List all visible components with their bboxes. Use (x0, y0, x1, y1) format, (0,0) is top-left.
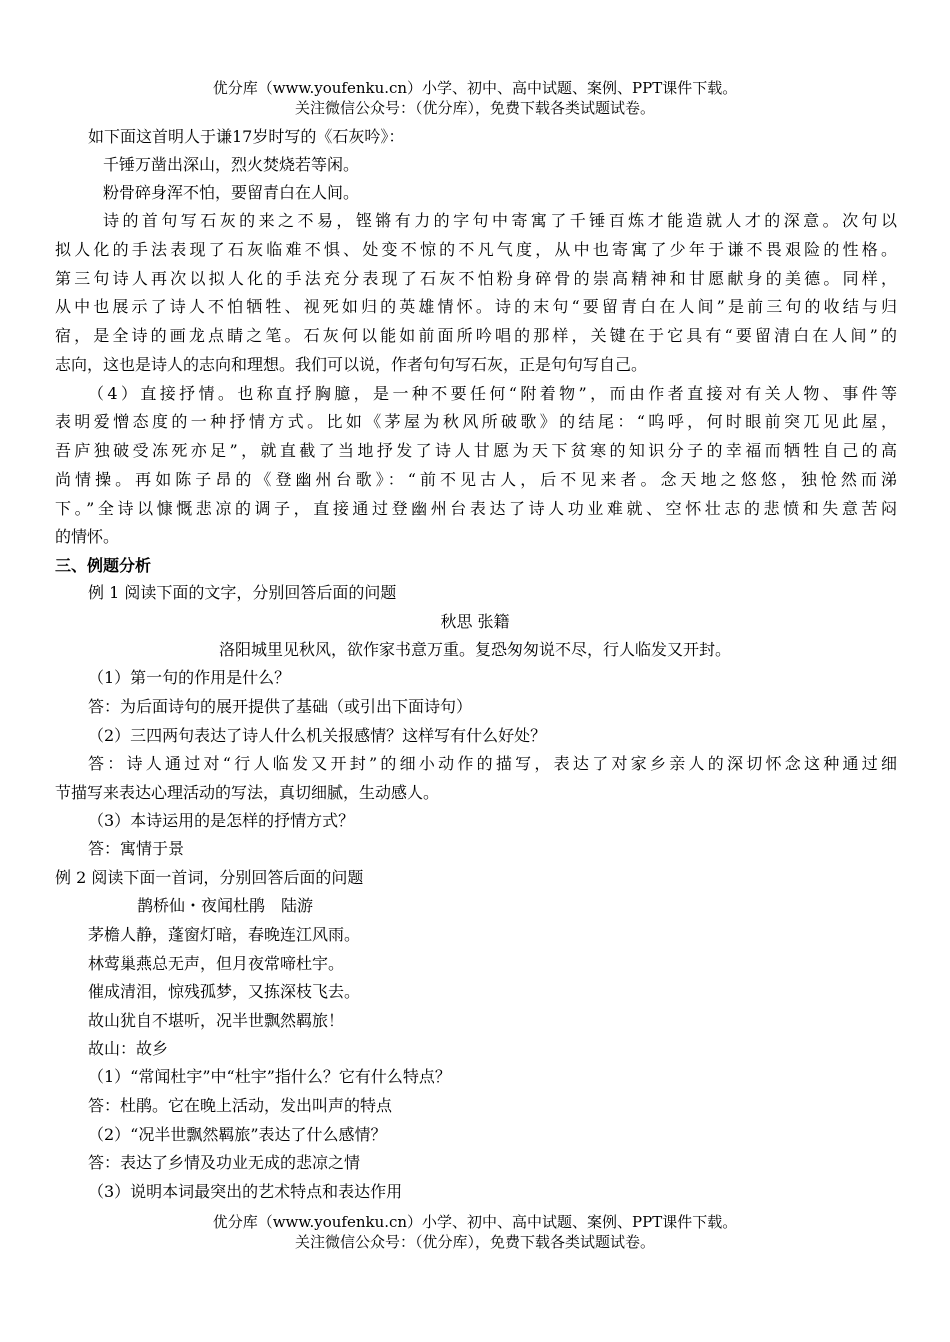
para1-line-5: 宿，是全诗的画龙点睛之笔。石灰何以能如前面所吟唱的那样，关键在于它具有“要留清白在人间”的 (55, 326, 897, 345)
para1-line-6: 志向，这也是诗人的志向和理想。我们可以说，作者句句写石灰，正是句句写自己。 (55, 355, 648, 374)
para2-line-4: 尚情操。再如陈子昂的《登幽州台歌》：“前不见古人，后不见来者。念天地之悠悠，独怆然而涕 (55, 470, 897, 489)
example1-question-1: （1）第一句的作用是什么？ (88, 668, 291, 687)
example1-answer-2-line-2: 节描写来表达心理活动的写法，真切细腻，生动感人。 (55, 783, 440, 802)
example1-answer-1: 答：为后面诗句的展开提供了基础（或引出下面诗句） (88, 697, 473, 716)
example2-poem-line-1: 茅檐人静，蓬窗灯暗，春晚连江风雨。 (88, 925, 361, 944)
para1-line-1: 诗的首句写石灰的来之不易，铿锵有力的字句中寄寓了千锤百炼才能造就人才的深意。次句以 (103, 211, 897, 230)
example1-question-2: （2）三四两句表达了诗人什么机关报感情？这样写有什么好处？ (88, 726, 547, 745)
example2-note: 故山：故乡 (88, 1039, 169, 1058)
example2-question-1: （1）“常闻杜宇”中“杜宇”指什么？它有什么特点？ (88, 1067, 451, 1086)
example2-poem-title: 鹊桥仙・夜闻杜鹃 陆游 (137, 896, 314, 915)
para2-line-6: 的情怀。 (55, 527, 120, 546)
poem-line-2: 粉骨碎身浑不怕，要留青白在人间。 (103, 183, 360, 202)
header-line-1: 优分库（www.youfenku.cn）小学、初中、高中试题、案例、PPT课件下载。 (212, 79, 738, 97)
example2-answer-2: 答：表达了乡情及功业无成的悲凉之情 (88, 1153, 361, 1172)
example1-answer-3: 答：寓情于景 (88, 839, 185, 858)
example2-poem-line-2: 林莺巢燕总无声，但月夜常啼杜宇。 (88, 954, 345, 973)
example1-poem: 洛阳城里见秋风，欲作家书意万重。复恐匆匆说不尽，行人临发又开封。 (218, 640, 731, 659)
example2-answer-1: 答：杜鹃。它在晚上活动，发出叫声的特点 (88, 1096, 393, 1115)
para2-line-1: （4）直接抒情。也称直抒胸臆，是一种不要任何“附着物”，而由作者直接对有关人物、事件等 (88, 384, 897, 403)
footer-line-1: 优分库（www.youfenku.cn）小学、初中、高中试题、案例、PPT课件下载。 (212, 1213, 738, 1231)
para2-line-3: 吾庐独破受冻死亦足”，就直截了当地抒发了诗人甘愿为天下贫寒的知识分子的幸福而牺牲自己的高 (55, 441, 897, 460)
para2-line-2: 表明爱憎态度的一种抒情方式。比如《茅屋为秋风所破歌》的结尾：“呜呼，何时眼前突兀见此屋， (55, 412, 897, 431)
header-line-2: 关注微信公众号：（优分库），免费下载各类试题试卷。 (294, 99, 655, 117)
example1-answer-2-line-1: 答：诗人通过对“行人临发又开封”的细小动作的描写，表达了对家乡亲人的深切怀念这种通过细 (88, 754, 897, 773)
para1-line-4: 从中也展示了诗人不怕牺牲、视死如归的英雄情怀。诗的末句“要留青白在人间”是前三句的收结与归 (55, 297, 897, 316)
para1-line-3: 第三句诗人再次以拟人化的手法充分表现了石灰不怕粉身碎骨的崇高精神和甘愿献身的美德。同样， (55, 269, 897, 288)
example1-poem-title: 秋思 张籍 (440, 612, 510, 631)
para1-line-2: 拟人化的手法表现了石灰临难不惧、处变不惊的不凡气度，从中也寄寓了少年于谦不畏艰险的性格。 (55, 240, 897, 259)
example1-question-3: （3）本诗运用的是怎样的抒情方式？ (88, 811, 355, 830)
example2-poem-line-3: 催成清泪，惊残孤梦，又拣深枝飞去。 (88, 982, 361, 1001)
example1-intro: 例 1 阅读下面的文字，分别回答后面的问题 (88, 583, 397, 602)
example2-question-3: （3）说明本词最突出的艺术特点和表达作用 (88, 1182, 403, 1201)
footer-line-2: 关注微信公众号：（优分库），免费下载各类试题试卷。 (294, 1233, 655, 1251)
intro-line: 如下面这首明人于谦17岁时写的《石灰吟》： (88, 127, 405, 146)
section-heading: 三、例题分析 (55, 556, 152, 575)
example2-question-2: （2）“况半世飘然羁旅”表达了什么感情？ (88, 1125, 387, 1144)
example2-poem-line-4: 故山犹自不堪听，况半世飘然羁旅！ (88, 1011, 345, 1030)
example2-intro: 例 2 阅读下面一首词，分别回答后面的问题 (55, 868, 364, 887)
poem-line-1: 千锤万凿出深山，烈火焚烧若等闲。 (103, 155, 360, 174)
para2-line-5: 下。”全诗以慷慨悲凉的调子，直接通过登幽州台表达了诗人功业难就、空怀壮志的悲愤和失意苦闷 (55, 499, 897, 518)
